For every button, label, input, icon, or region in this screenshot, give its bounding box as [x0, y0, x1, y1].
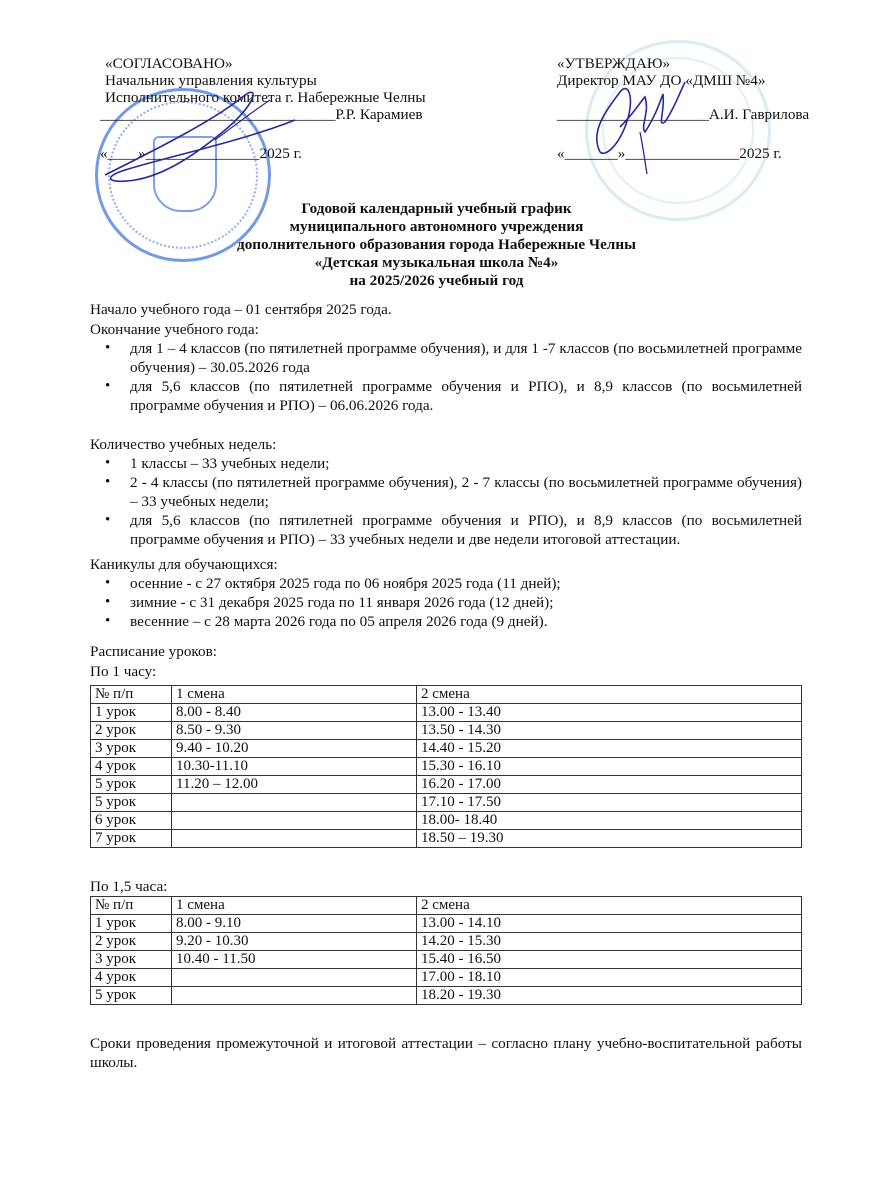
cell: 15.40 - 16.50	[417, 951, 802, 969]
cell: 13.50 - 14.30	[417, 722, 802, 740]
cell: 1 урок	[91, 704, 172, 722]
end-of-year-section	[90, 320, 802, 415]
approval-left-date-line: «____»_______________2025 г.	[100, 145, 302, 162]
approval-left-signature-line: _______________________________Р.Р. Карамиев	[100, 106, 423, 123]
approval-right-date-line: «_______»_______________2025 г.	[557, 145, 782, 162]
holidays-heading: Каникулы для обучающихся:	[90, 556, 278, 573]
table-header-row	[91, 686, 802, 704]
start-of-year: Начало учебного года – 01 сентября 2025 года.	[90, 301, 392, 318]
table-15h-caption: По 1,5 часа:	[90, 878, 168, 895]
header-cell: № п/п	[91, 686, 172, 704]
weeks-section	[90, 435, 802, 549]
header-cell: 2 смена	[417, 897, 802, 915]
cell: 17.00 - 18.10	[417, 969, 802, 987]
list-item: • для 5,6 классов (по пятилетней программе обучения и РПО), и 8,9 классов (по восьмилетней программе обучения и РПО) – 06.06.2026 года.	[90, 377, 802, 415]
table-row	[91, 951, 802, 969]
cell: 2 урок	[91, 722, 172, 740]
table-row	[91, 812, 802, 830]
document-title-line-4: «Детская музыкальная школа №4»	[314, 254, 559, 271]
cell: 16.20 - 17.00	[417, 776, 802, 794]
list-item: • для 1 – 4 классов (по пятилетней программе обучения), и для 1 -7 классов (по восьмилетней программе обучения) – 30.05.2026 года	[90, 339, 802, 377]
holidays-list	[90, 574, 802, 631]
cell: 1 урок	[91, 915, 172, 933]
approval-right-heading: «УТВЕРЖДАЮ»	[557, 55, 671, 72]
end-of-year-heading: Окончание учебного года:	[90, 321, 259, 338]
table-row	[91, 933, 802, 951]
table-row	[91, 776, 802, 794]
cell: 5 урок	[91, 794, 172, 812]
cell: 4 урок	[91, 758, 172, 776]
cell: 4 урок	[91, 969, 172, 987]
table-row	[91, 758, 802, 776]
table-row	[91, 794, 802, 812]
approval-left-position-2: Исполнительного комитета г. Набережные Челны	[105, 89, 426, 106]
list-item: • осенние - с 27 октября 2025 года по 06 ноября 2025 года (11 дней);	[90, 574, 802, 593]
cell: 9.40 - 10.20	[172, 740, 417, 758]
cell: 14.40 - 15.20	[417, 740, 802, 758]
weeks-list	[90, 454, 802, 549]
approval-left-position-1: Начальник управления культуры	[105, 72, 317, 89]
cell: 14.20 - 15.30	[417, 933, 802, 951]
cell: 6 урок	[91, 812, 172, 830]
table-row	[91, 915, 802, 933]
cell: 18.00- 18.40	[417, 812, 802, 830]
header-cell: № п/п	[91, 897, 172, 915]
approval-right-position: Директор МАУ ДО «ДМШ №4»	[557, 72, 766, 89]
document-title-line-5: на 2025/2026 учебный год	[349, 272, 524, 289]
table-row	[91, 740, 802, 758]
table-header-row	[91, 897, 802, 915]
document-title-line-3: дополнительного образования города Набережные Челны	[237, 236, 636, 253]
cell: 8.50 - 9.30	[172, 722, 417, 740]
header-cell: 2 смена	[417, 686, 802, 704]
cell	[172, 812, 417, 830]
cell	[172, 969, 417, 987]
table-1h-caption: По 1 часу:	[90, 663, 157, 680]
cell: 10.40 - 11.50	[172, 951, 417, 969]
cell: 3 урок	[91, 740, 172, 758]
list-item: • 2 - 4 классы (по пятилетней программе обучения), 2 - 7 классы (по восьмилетней программе обучения) – 33 учебных недели;	[90, 473, 802, 511]
cell: 15.30 - 16.10	[417, 758, 802, 776]
cell	[172, 794, 417, 812]
attestation-note: Сроки проведения промежуточной и итоговой аттестации – согласно плану учебно-воспитательной работы школы.	[90, 1035, 802, 1071]
schedule-table-1h	[90, 685, 802, 848]
cell: 18.50 – 19.30	[417, 830, 802, 848]
end-of-year-list	[90, 339, 802, 415]
table-row	[91, 722, 802, 740]
weeks-heading: Количество учебных недель:	[90, 436, 277, 453]
list-item: • зимние - с 31 декабря 2025 года по 11 января 2026 года (12 дней);	[90, 593, 802, 612]
header-cell: 1 смена	[172, 897, 417, 915]
table-row	[91, 830, 802, 848]
cell: 11.20 – 12.00	[172, 776, 417, 794]
cell: 5 урок	[91, 776, 172, 794]
list-item: • 1 классы – 33 учебных недели;	[90, 454, 802, 473]
cell: 10.30-11.10	[172, 758, 417, 776]
cell: 5 урок	[91, 987, 172, 1005]
cell: 7 урок	[91, 830, 172, 848]
header-cell: 1 смена	[172, 686, 417, 704]
list-item: • весенние – с 28 марта 2026 года по 05 апреля 2026 года (9 дней).	[90, 612, 802, 631]
table-row	[91, 704, 802, 722]
cell: 13.00 - 14.10	[417, 915, 802, 933]
cell: 18.20 - 19.30	[417, 987, 802, 1005]
cell: 17.10 - 17.50	[417, 794, 802, 812]
schedule-table-15h	[90, 896, 802, 1005]
table-row	[91, 969, 802, 987]
schedule-heading: Расписание уроков:	[90, 643, 218, 660]
cell	[172, 830, 417, 848]
holidays-section	[90, 555, 802, 631]
cell: 3 урок	[91, 951, 172, 969]
cell: 13.00 - 13.40	[417, 704, 802, 722]
table-row	[91, 987, 802, 1005]
list-item: • для 5,6 классов (по пятилетней программе обучения и РПО), и 8,9 классов (по восьмилетней программе обучения и РПО) – 33 учебных недели и две недели итоговой аттестации.	[90, 511, 802, 549]
cell: 8.00 - 8.40	[172, 704, 417, 722]
document-title-line-1: Годовой календарный учебный график	[301, 200, 572, 217]
approval-right-signature-line: ____________________А.И. Гаврилова	[557, 106, 810, 123]
cell	[172, 987, 417, 1005]
document-title-line-2: муниципального автономного учреждения	[289, 218, 584, 235]
cell: 2 урок	[91, 933, 172, 951]
approval-left-heading: «СОГЛАСОВАНО»	[105, 55, 233, 72]
cell: 9.20 - 10.30	[172, 933, 417, 951]
cell: 8.00 - 9.10	[172, 915, 417, 933]
